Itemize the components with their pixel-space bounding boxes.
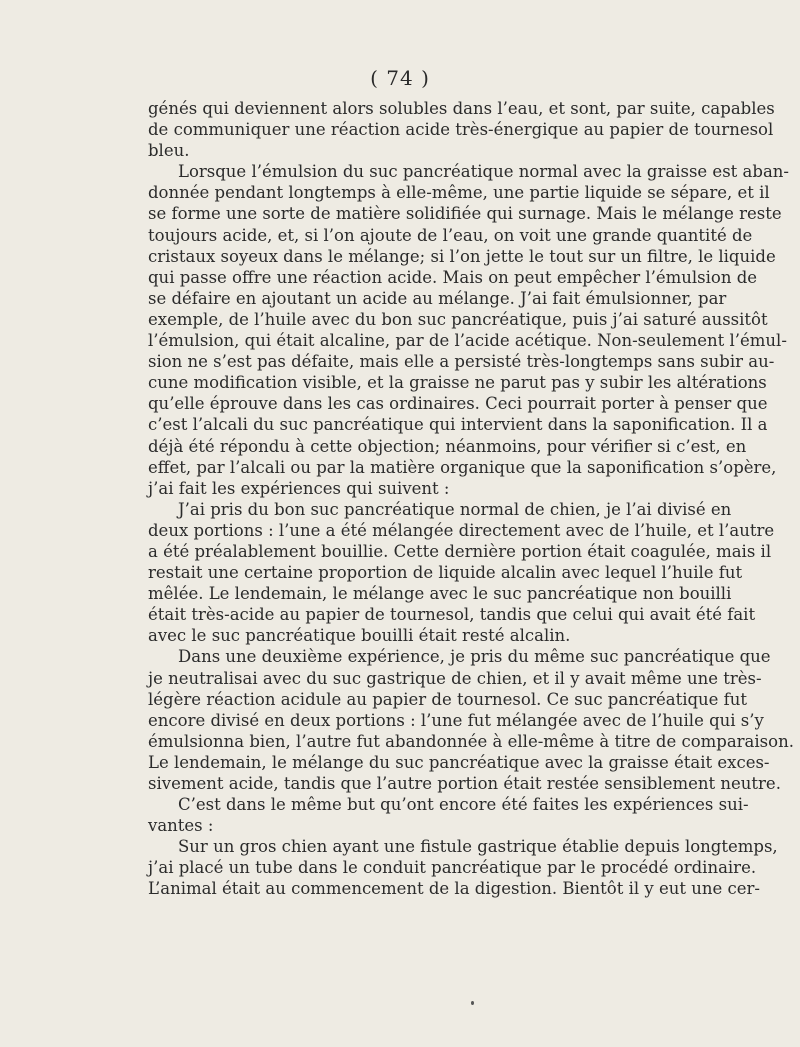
text-line: je neutralisai avec du suc gastrique de chien, et il y avait même une très- [148, 668, 762, 688]
text-line: se forme une sorte de matière solidifiée qui surnage. Mais le mélange reste [148, 204, 782, 224]
text-line: avec le suc pancréatique bouilli était resté alcalin. [148, 626, 571, 646]
text-line: qui passe offre une réaction acide. Mais on peut empêcher l’émulsion de [148, 267, 758, 287]
text-line: émulsionna bien, l’autre fut abandonnée à elle-même à titre de comparaison. [148, 731, 794, 751]
paragraph [148, 499, 775, 647]
text-line: Lorsque l’émulsion du suc pancréatique normal avec la graisse est aban- [178, 162, 789, 182]
text-line: donnée pendant longtemps à elle-même, une partie liquide se sépare, et il [148, 183, 770, 203]
text-line: C’est dans le même but qu’ont encore été faites les expériences sui- [178, 795, 749, 815]
text-line: cristaux soyeux dans le mélange; si l’on jette le tout sur un filtre, le liquide [148, 246, 776, 266]
text-line: sivement acide, tandis que l’autre portion était restée sensiblement neutre. [148, 774, 781, 793]
text-line: cune modification visible, et la graisse ne parut pas y subir les altérations [148, 373, 767, 393]
text-line: vantes : [148, 816, 214, 836]
paragraph [148, 646, 794, 794]
text-line: bleu. [148, 141, 190, 161]
text-line: de communiquer une réaction acide très-énergique au papier de tournesol [148, 120, 774, 140]
text-line: Dans une deuxième expérience, je pris du même suc pancréatique que [178, 647, 771, 667]
text-line: L’animal était au commencement de la digestion. Bientôt il y eut une cer- [148, 879, 760, 899]
text-line: encore divisé en deux portions : l’une fut mélangée avec de l’huile qui s’y [148, 710, 764, 730]
text-line: se défaire en ajoutant un acide au mélange. J’ai fait émulsionner, par [148, 288, 727, 308]
body-text [148, 98, 794, 900]
text-line: c’est l’alcali du suc pancréatique qui intervient dans la saponification. Il a [148, 415, 768, 435]
text-line: exemple, de l’huile avec du bon suc pancréatique, puis j’ai saturé aussitôt [148, 309, 768, 329]
text-line: J’ai pris du bon suc pancréatique normal de chien, je l’ai divisé en [178, 499, 732, 519]
text-line: mêlée. Le lendemain, le mélange avec le suc pancréatique non bouilli [148, 584, 732, 604]
text-line: deux portions : l’une a été mélangée directement avec de l’huile, et l’autre [148, 520, 775, 540]
text-line: a été préalablement bouillie. Cette dernière portion était coagulée, mais il [148, 541, 772, 561]
text-line: j’ai fait les expériences qui suivent : [148, 478, 450, 498]
text-line: restait une certaine proportion de liquide alcalin avec lequel l’huile fut [148, 563, 743, 583]
text-line: effet, par l’alcali ou par la matière organique que la saponification s’opère, [148, 457, 777, 477]
page-number: ( 74 ) [370, 66, 430, 90]
text-line: qu’elle éprouve dans les cas ordinaires. Ceci pourrait porter à penser que [148, 394, 768, 414]
paragraph [148, 836, 778, 899]
text-line: déjà été répondu à cette objection; néanmoins, pour vérifier si c’est, en [148, 436, 747, 456]
text-line: l’émulsion, qui était alcaline, par de l’acide acétique. Non-seulement l’émul- [148, 331, 787, 351]
paragraph [148, 794, 749, 836]
text-line: j’ai placé un tube dans le conduit pancréatique par le procédé ordinaire. [148, 858, 757, 878]
ink-speck [471, 1001, 474, 1005]
paragraph [148, 161, 789, 499]
text-line: Sur un gros chien ayant une fistule gastrique établie depuis longtemps, [178, 837, 778, 857]
text-line: génés qui deviennent alors solubles dans l’eau, et sont, par suite, capables [148, 99, 775, 118]
text-line: était très-acide au papier de tournesol, tandis que celui qui avait été fait [148, 605, 756, 625]
text-line: Le lendemain, le mélange du suc pancréatique avec la graisse était exces- [148, 752, 770, 772]
paragraph [148, 98, 775, 161]
text-line: toujours acide, et, si l’on ajoute de l’eau, on voit une grande quantité de [148, 225, 753, 245]
text-line: sion ne s’est pas défaite, mais elle a persisté très-longtemps sans subir au- [148, 352, 775, 372]
text-line: légère réaction acidule au papier de tournesol. Ce suc pancréatique fut [148, 689, 748, 709]
